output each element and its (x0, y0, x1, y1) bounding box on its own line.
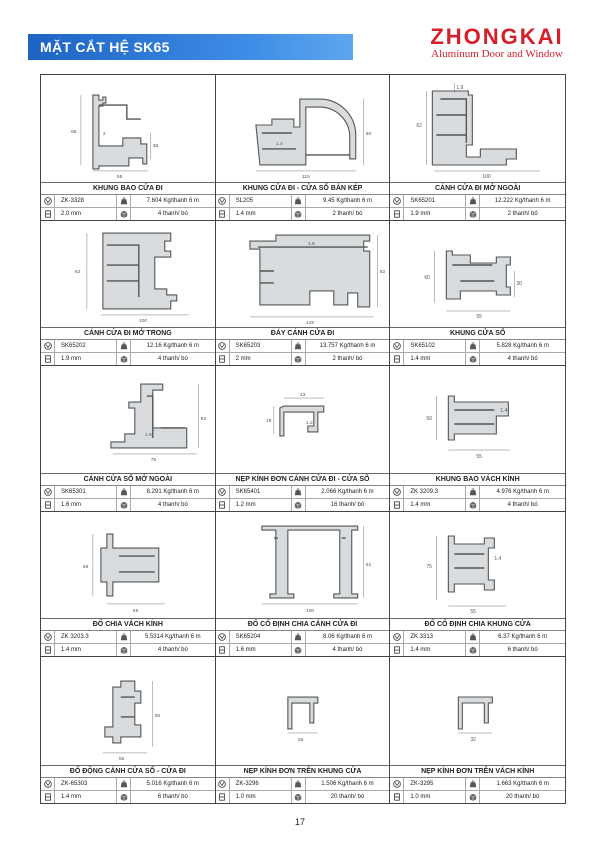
weight-icon (292, 486, 306, 498)
svg-text:55: 55 (476, 313, 483, 320)
profile-cross-section-drawing (41, 512, 215, 620)
brand-tagline: Aluminum Door and Window (431, 48, 563, 60)
profile-code: SK65401 (230, 486, 292, 498)
package-icon (466, 208, 480, 220)
profile-cross-section-drawing (390, 75, 565, 183)
profile-row-thickness-pack (216, 644, 390, 656)
thickness-icon (216, 499, 230, 511)
profile-cross-section-drawing (41, 366, 215, 474)
profile-info-table (390, 327, 565, 365)
profile-pack: 2 thanh/ bó (332, 356, 363, 363)
profile-thickness: 1.2 mm (230, 499, 292, 511)
thickness-icon (390, 208, 404, 220)
weight-icon (117, 631, 131, 643)
svg-text:55: 55 (470, 608, 477, 615)
svg-text:55: 55 (116, 173, 123, 180)
profile-weight: 13.757 Kg/thanh 6 m (319, 343, 376, 350)
svg-text:100: 100 (138, 317, 148, 324)
page-number: 17 (294, 817, 305, 827)
profile-thickness: 2.0 mm (55, 208, 117, 220)
profile-info-table (216, 182, 390, 220)
svg-text:100: 100 (305, 607, 314, 614)
profile-row-thickness-pack (390, 644, 565, 656)
profile-pack: 6 thanh/ bó (507, 647, 538, 654)
weight-icon (466, 778, 480, 790)
profile-card (216, 75, 391, 221)
package-icon (466, 644, 480, 656)
svg-text:1.6: 1.6 (144, 432, 152, 439)
profile-card (390, 366, 565, 512)
profile-cross-section-drawing (41, 657, 215, 765)
svg-text:32: 32 (470, 737, 477, 744)
weight-icon (117, 195, 131, 207)
svg-text:2: 2 (102, 130, 106, 137)
profile-info-table (41, 473, 215, 511)
profile-title: ĐỐ CHIA VÁCH KÍNH (41, 619, 215, 631)
profile-title: ĐỐ ĐỘNG CÁNH CỬA SỔ - CỬA ĐI (41, 766, 215, 778)
profile-pack: 4 thanh/ bó (507, 501, 538, 508)
profile-pack: 4 thanh/ bó (157, 501, 188, 508)
profile-thickness: 1.9 mm (404, 208, 466, 220)
profile-pack: 4 thanh/ bó (157, 647, 188, 654)
svg-text:50: 50 (154, 713, 161, 720)
profile-row-thickness-pack (390, 499, 565, 511)
section-title: MẶT CẮT HỆ SK65 (40, 39, 170, 55)
profile-thickness: 1.4 mm (404, 644, 466, 656)
code-icon (390, 631, 404, 643)
profile-code: SK65202 (55, 340, 117, 352)
profile-cross-section-drawing (41, 75, 215, 183)
profile-row-code-weight (390, 486, 565, 499)
profile-pack: 4 thanh/ bó (157, 210, 188, 217)
profile-cross-section-drawing (216, 221, 390, 329)
profile-thickness: 1.4 mm (404, 499, 466, 511)
package-icon (292, 791, 306, 803)
weight-icon (466, 340, 480, 352)
profile-row-thickness-pack (390, 353, 565, 365)
profile-info-table (390, 765, 565, 803)
profile-title: KHUNG CỬA SỔ (390, 328, 565, 340)
svg-text:50: 50 (426, 416, 433, 423)
profile-title: KHUNG CỬA ĐI - CỬA SỔ BẢN KÉP (216, 183, 390, 195)
profile-card (216, 366, 391, 512)
profile-weight: 5.016 Kg/thanh 6 m (146, 781, 200, 787)
profile-card (390, 221, 565, 367)
svg-text:61: 61 (365, 561, 371, 568)
profile-row-thickness-pack (216, 353, 390, 365)
profile-weight: 8.291 Kg/thanh 6 m (146, 488, 200, 495)
profile-thickness: 1.4 mm (230, 208, 292, 220)
profile-pack: 2 thanh/ bó (332, 210, 363, 217)
profile-card (390, 75, 565, 221)
profile-thickness: 1.4 mm (55, 644, 117, 656)
profile-code: ZK-3296 (230, 778, 292, 790)
profile-card (41, 512, 216, 658)
profile-pack: 4 thanh/ bó (507, 356, 538, 363)
code-icon (41, 631, 55, 643)
profile-code: ZK 3313 (404, 631, 466, 643)
svg-text:36: 36 (152, 142, 159, 149)
thickness-icon (216, 208, 230, 220)
code-icon (390, 340, 404, 352)
svg-text:1.2: 1.2 (305, 420, 313, 427)
svg-text:75: 75 (150, 457, 157, 464)
profile-card (41, 366, 216, 512)
section-banner (28, 34, 353, 60)
profile-title: CÁNH CỬA SỔ MỞ NGOÀI (41, 474, 215, 486)
profile-cross-section-drawing (216, 657, 390, 765)
svg-text:55: 55 (118, 756, 125, 763)
package-icon (292, 208, 306, 220)
code-icon (41, 778, 55, 790)
profile-row-thickness-pack (390, 208, 565, 220)
profile-thickness: 2 mm (230, 353, 292, 365)
package-icon (117, 499, 131, 511)
svg-text:52: 52 (379, 268, 385, 275)
profile-cross-section-drawing (390, 657, 565, 765)
profile-cross-section-drawing (390, 512, 565, 620)
profile-row-thickness-pack (41, 499, 215, 511)
profile-weight: 8.06 Kg/thanh 6 m (322, 634, 373, 641)
profile-info-table (390, 618, 565, 656)
package-icon (466, 499, 480, 511)
profile-title: ĐỐ CỐ ĐỊNH CHIA CÁNH CỬA ĐI (216, 619, 390, 631)
svg-text:60: 60 (365, 130, 371, 137)
svg-text:1.4: 1.4 (494, 555, 502, 562)
thickness-icon (390, 499, 404, 511)
profile-weight: 5.5314 Kg/thanh 6 m (144, 634, 201, 641)
brand-name: ZHONGKAI (430, 24, 564, 49)
code-icon (216, 195, 230, 207)
thickness-icon (216, 353, 230, 365)
profile-info-table (41, 618, 215, 656)
profile-row-code-weight (390, 195, 565, 208)
profile-thickness: 1.6 mm (55, 499, 117, 511)
svg-text:75: 75 (426, 563, 433, 570)
profile-row-code-weight (216, 631, 390, 644)
profile-card (216, 221, 391, 367)
package-icon (292, 644, 306, 656)
brand-logo (412, 24, 582, 60)
thickness-icon (216, 644, 230, 656)
profile-cross-section-drawing (216, 512, 390, 620)
code-icon (390, 486, 404, 498)
package-icon (466, 791, 480, 803)
profile-info-table (216, 473, 390, 511)
thickness-icon (390, 791, 404, 803)
code-icon (216, 486, 230, 498)
svg-text:62: 62 (74, 268, 81, 275)
profile-code: SK65301 (55, 486, 117, 498)
svg-text:43: 43 (299, 392, 306, 399)
weight-icon (466, 631, 480, 643)
thickness-icon (41, 791, 55, 803)
weight-icon (466, 486, 480, 498)
svg-text:1.9: 1.9 (456, 85, 464, 91)
svg-text:19: 19 (265, 418, 272, 425)
profile-weight: 9.45 Kg/thanh 6 m (322, 197, 373, 204)
profile-pack: 20 thanh/ bó (330, 794, 365, 800)
thickness-icon (216, 791, 230, 803)
profile-row-code-weight (41, 195, 215, 208)
profile-info-table (41, 765, 215, 803)
weight-icon (117, 340, 131, 352)
profile-pack: 20 thanh/ bó (505, 794, 540, 800)
profile-info-table (216, 765, 390, 803)
svg-text:55: 55 (476, 454, 483, 461)
profile-info-table (390, 473, 565, 511)
profile-code: ZK-3328 (55, 195, 117, 207)
code-icon (390, 778, 404, 790)
profile-card (216, 512, 391, 658)
package-icon (292, 499, 306, 511)
profile-row-code-weight (216, 340, 390, 353)
thickness-icon (390, 353, 404, 365)
profile-pack: 4 thanh/ bó (157, 356, 188, 363)
profile-weight: 2.066 Kg/thanh 6 m (321, 488, 374, 495)
profile-title: NẸP KÍNH ĐƠN CÁNH CỬA ĐI - CỬA SỔ (216, 474, 390, 486)
profile-weight: 5.828 Kg/thanh 6 m (496, 343, 549, 350)
profile-weight: 1.506 Kg/thanh 6 m (321, 781, 374, 787)
profile-weight: 12.222 Kg/thanh 6 m (494, 197, 551, 204)
svg-text:1.4: 1.4 (500, 408, 508, 415)
profile-title: ĐỐ CỐ ĐỊNH CHIA KHUNG CỬA (390, 619, 565, 631)
profile-card (41, 657, 216, 803)
profile-thickness: 1.9 mm (55, 353, 117, 365)
profile-cross-section-drawing (390, 366, 565, 474)
profile-code: ZK-3295 (404, 778, 466, 790)
package-icon (117, 791, 131, 803)
profile-weight: 6.37 Kg/thanh 6 m (498, 634, 548, 641)
profile-title: KHUNG BAO CỬA ĐI (41, 183, 215, 195)
profile-code: SK65201 (404, 195, 466, 207)
profile-row-thickness-pack (390, 791, 565, 803)
svg-text:60: 60 (424, 274, 431, 281)
weight-icon (117, 778, 131, 790)
profile-catalog-grid (40, 74, 566, 804)
weight-icon (292, 195, 306, 207)
svg-text:1.4: 1.4 (275, 140, 283, 147)
profile-row-code-weight (390, 631, 565, 644)
code-icon (41, 195, 55, 207)
profile-thickness: 1.4 mm (404, 353, 466, 365)
svg-text:100: 100 (482, 174, 492, 180)
thickness-icon (41, 644, 55, 656)
profile-row-code-weight (390, 340, 565, 353)
profile-row-code-weight (216, 778, 390, 791)
code-icon (390, 195, 404, 207)
profile-cross-section-drawing (390, 221, 565, 329)
code-icon (216, 340, 230, 352)
profile-card (390, 512, 565, 658)
profile-row-thickness-pack (41, 791, 215, 803)
profile-title: CÁNH CỬA ĐI MỞ TRONG (41, 328, 215, 340)
profile-row-code-weight (41, 778, 215, 791)
profile-title: ĐÁY CÁNH CỬA ĐI (216, 328, 390, 340)
svg-text:125: 125 (305, 319, 314, 326)
package-icon (117, 208, 131, 220)
profile-title: NẸP KÍNH ĐƠN TRÊN VÁCH KÍNH (390, 766, 565, 778)
code-icon (216, 778, 230, 790)
profile-row-thickness-pack (216, 208, 390, 220)
svg-text:62: 62 (200, 416, 207, 423)
weight-icon (292, 778, 306, 790)
thickness-icon (390, 644, 404, 656)
weight-icon (117, 486, 131, 498)
profile-row-code-weight (41, 486, 215, 499)
profile-thickness: 1.4 mm (55, 791, 117, 803)
profile-card (41, 75, 216, 221)
profile-row-code-weight (216, 195, 390, 208)
profile-card (390, 657, 565, 803)
profile-title: CÁNH CỬA ĐI MỞ NGOÀI (390, 183, 565, 195)
profile-row-thickness-pack (41, 353, 215, 365)
profile-card (41, 221, 216, 367)
profile-weight: 7.604 Kg/thanh 6 m (146, 197, 200, 204)
weight-icon (466, 195, 480, 207)
profile-info-table (41, 182, 215, 220)
profile-pack: 2 thanh/ bó (507, 210, 538, 217)
svg-text:30: 30 (516, 280, 523, 287)
profile-info-table (390, 182, 565, 220)
svg-text:1.9: 1.9 (307, 240, 315, 247)
profile-row-code-weight (41, 340, 215, 353)
svg-text:28: 28 (297, 737, 304, 744)
package-icon (117, 353, 131, 365)
profile-cross-section-drawing (41, 221, 215, 329)
profile-code: SK65204 (230, 631, 292, 643)
profile-pack: 6 thanh/ bó (157, 794, 188, 800)
profile-title: KHUNG BAO VÁCH KÍNH (390, 474, 565, 486)
profile-row-thickness-pack (41, 644, 215, 656)
profile-row-thickness-pack (216, 791, 390, 803)
package-icon (117, 644, 131, 656)
profile-code: SK65203 (230, 340, 292, 352)
profile-code: ZK 3203.3 (55, 631, 117, 643)
profile-weight: 1.663 Kg/thanh 6 m (496, 781, 549, 787)
profile-cross-section-drawing (216, 366, 390, 474)
thickness-icon (41, 353, 55, 365)
svg-text:68: 68 (82, 563, 89, 570)
profile-title: NẸP KÍNH ĐƠN TRÊN KHUNG CỬA (216, 766, 390, 778)
thickness-icon (41, 499, 55, 511)
code-icon (41, 340, 55, 352)
profile-pack: 4 thanh/ bó (332, 647, 363, 654)
profile-thickness: 1.0 mm (230, 791, 292, 803)
profile-row-code-weight (216, 486, 390, 499)
package-icon (466, 353, 480, 365)
profile-code: ZK 3209.3 (404, 486, 466, 498)
svg-text:115: 115 (301, 173, 310, 180)
profile-weight: 4.976 Kg/thanh 6 m (496, 488, 549, 495)
code-icon (216, 631, 230, 643)
profile-row-code-weight (390, 778, 565, 791)
svg-text:62: 62 (416, 123, 423, 129)
weight-icon (292, 340, 306, 352)
thickness-icon (41, 208, 55, 220)
profile-weight: 12.16 Kg/thanh 6 m (146, 343, 200, 350)
code-icon (41, 486, 55, 498)
profile-pack: 16 thanh/ bó (330, 501, 365, 508)
profile-card (216, 657, 391, 803)
profile-row-code-weight (41, 631, 215, 644)
svg-text:66: 66 (70, 128, 77, 135)
weight-icon (292, 631, 306, 643)
profile-code: SL205 (230, 195, 292, 207)
profile-info-table (216, 618, 390, 656)
profile-code: ZK-65303 (55, 778, 117, 790)
profile-row-thickness-pack (216, 499, 390, 511)
profile-info-table (216, 327, 390, 365)
profile-code: SK65102 (404, 340, 466, 352)
profile-info-table (41, 327, 215, 365)
profile-row-thickness-pack (41, 208, 215, 220)
svg-text:55: 55 (132, 607, 139, 614)
profile-cross-section-drawing (216, 75, 390, 183)
profile-thickness: 1.6 mm (230, 644, 292, 656)
profile-thickness: 1.0 mm (404, 791, 466, 803)
package-icon (292, 353, 306, 365)
